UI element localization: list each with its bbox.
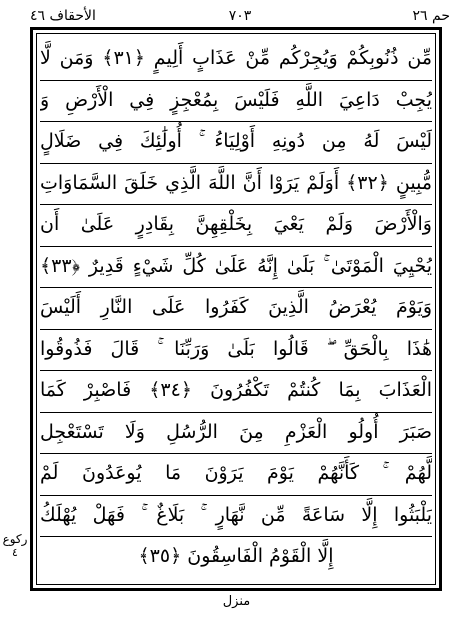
text-line: لَيْسَ لَهُ مِن دُونِهِ أَوْلِيَاءُ ۚ أُولَٰئِكَ فِي ضَلَالٍ: [40, 130, 432, 152]
text-line: يُحْيِيَ الْمَوْتَىٰ ۚ بَلَىٰ إِنَّهُ عَلَىٰ كُلِّ شَيْءٍ قَدِيرٌ ﴿٣٣﴾: [40, 254, 432, 277]
text-line: الْعَذَابَ بِمَا كُنتُمْ تَكْفُرُونَ ﴿٣٤﴾ فَاصْبِرْ كَمَا: [40, 379, 432, 401]
line-divider: [40, 329, 432, 330]
text-line: هَٰذَا بِالْحَقِّ ۖ قَالُوا بَلَىٰ وَرَبِّنَا ۚ قَالَ فَذُوقُوا: [40, 337, 432, 360]
line-divider: [40, 163, 432, 164]
text-line: مُّبِينٍ ﴿٣٢﴾ أَوَلَمْ يَرَوْا أَنَّ اللَّهَ الَّذِي خَلَقَ السَّمَاوَاتِ: [40, 171, 432, 194]
juz-name: حم ٢٦: [412, 8, 450, 24]
text-line: يَلْبَثُوا إِلَّا سَاعَةً مِّن نَّهَارٍ ۚ بَلَاغٌ ۚ فَهَلْ يُهْلَكُ: [40, 503, 432, 526]
text-block: [40, 38, 432, 578]
line-divider: [40, 370, 432, 371]
text-line: مِّن ذُنُوبِكُمْ وَيُجِرْكُم مِّنْ عَذَابٍ أَلِيمٍ ﴿٣١﴾ وَمَن لَّا: [40, 47, 432, 69]
page-header: [30, 6, 450, 26]
text-line: وَالْأَرْضَ وَلَمْ يَعْيَ بِخَلْقِهِنَّ بِقَادِرٍ عَلَىٰ أَن: [40, 213, 432, 235]
text-line: صَبَرَ أُولُو الْعَزْمِ مِنَ الرُّسُلِ وَلَا تَسْتَعْجِل: [40, 420, 432, 443]
line-divider: [40, 121, 432, 122]
line-divider: [40, 495, 432, 496]
ruku-marker: [2, 532, 28, 576]
text-line: إِلَّا الْقَوْمُ الْفَاسِقُونَ ﴿٣٥﴾: [138, 545, 334, 567]
line-divider: [40, 80, 432, 81]
ruku-number: ٤: [12, 546, 18, 559]
line-divider: [40, 536, 432, 537]
page-number: ٧٠٣: [228, 8, 252, 24]
text-line: يُجِبْ دَاعِيَ اللَّهِ فَلَيْسَ بِمُعْجِزٍ فِي الْأَرْضِ وَ: [40, 88, 432, 111]
text-line: لَّهُمْ ۚ كَأَنَّهُمْ يَوْمَ يَرَوْنَ مَا يُوعَدُونَ لَمْ: [40, 462, 432, 484]
line-divider: [40, 412, 432, 413]
line-divider: [40, 246, 432, 247]
ruku-label: ركوع: [2, 532, 28, 546]
page-footer: منزل: [222, 594, 251, 609]
line-divider: [40, 287, 432, 288]
line-divider: [40, 453, 432, 454]
surah-name: الأحقاف ٤٦: [30, 8, 96, 24]
line-divider: [40, 204, 432, 205]
text-line: وَيَوْمَ يُعْرَضُ الَّذِينَ كَفَرُوا عَلَى النَّارِ أَلَيْسَ: [40, 296, 432, 318]
